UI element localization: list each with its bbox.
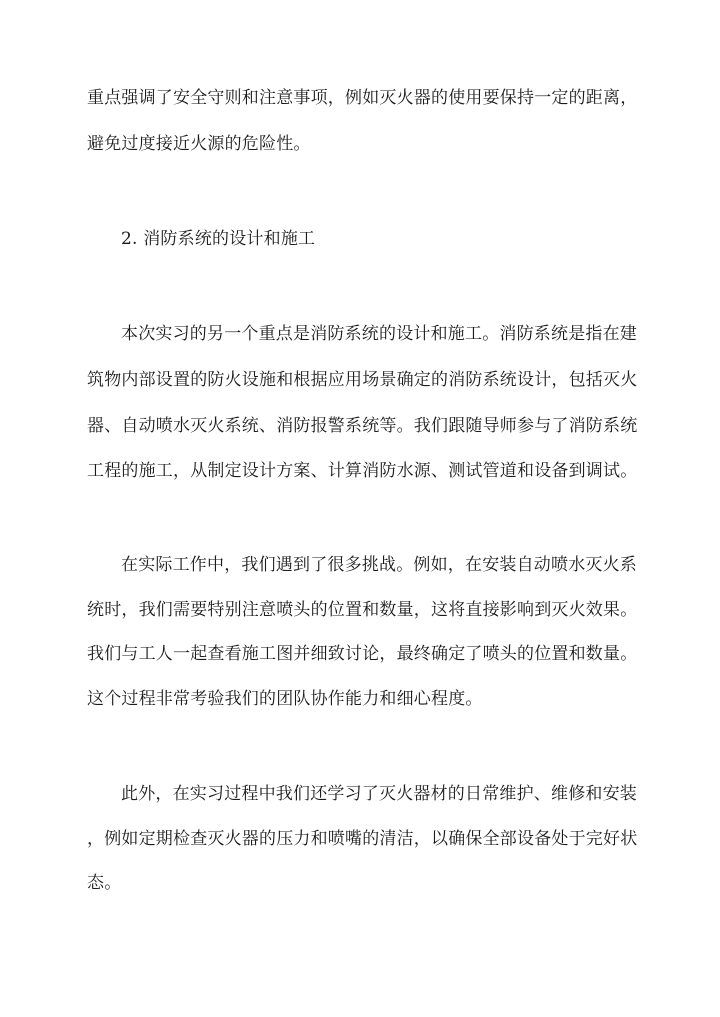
paragraph-2-line-3: 器、自动喷水灭火系统、消防报警系统等。我们跟随导师参与了消防系统 xyxy=(87,416,638,436)
paragraph-1-line-2: 避免过度接近火源的危险性。 xyxy=(87,134,311,154)
paragraph-2-line-1: 本次实习的另一个重点是消防系统的设计和施工。消防系统是指在建 xyxy=(121,324,637,344)
paragraph-4-line-1: 此外，在实习过程中我们还学习了灭火器材的日常维护、维修和安装 xyxy=(121,784,637,804)
paragraph-3-line-1: 在实际工作中，我们遇到了很多挑战。例如，在安装自动喷水灭火系 xyxy=(121,555,637,575)
paragraph-2-line-4: 工程的施工，从制定设计方案、计算消防水源、测试管道和设备到调试。 xyxy=(87,461,638,481)
paragraph-4-line-3: 态。 xyxy=(87,873,122,893)
paragraph-3-line-3: 我们与工人一起查看施工图并细致讨论，最终确定了喷头的位置和数量。 xyxy=(87,644,638,664)
section-heading: 2. 消防系统的设计和施工 xyxy=(121,229,316,249)
paragraph-1-line-1: 重点强调了安全守则和注意事项，例如灭火器的使用要保持一定的距离， xyxy=(87,88,638,108)
paragraph-3-line-4: 这个过程非常考验我们的团队协作能力和细心程度。 xyxy=(87,689,483,709)
paragraph-3-line-2: 统时，我们需要特别注意喷头的位置和数量，这将直接影响到灭火效果。 xyxy=(87,600,638,620)
paragraph-4-line-2: ，例如定期检查灭火器的压力和喷嘴的清洁，以确保全部设备处于完好状 xyxy=(87,829,638,849)
paragraph-2-line-2: 筑物内部设置的防火设施和根据应用场景确定的消防系统设计，包括灭火 xyxy=(87,370,638,390)
